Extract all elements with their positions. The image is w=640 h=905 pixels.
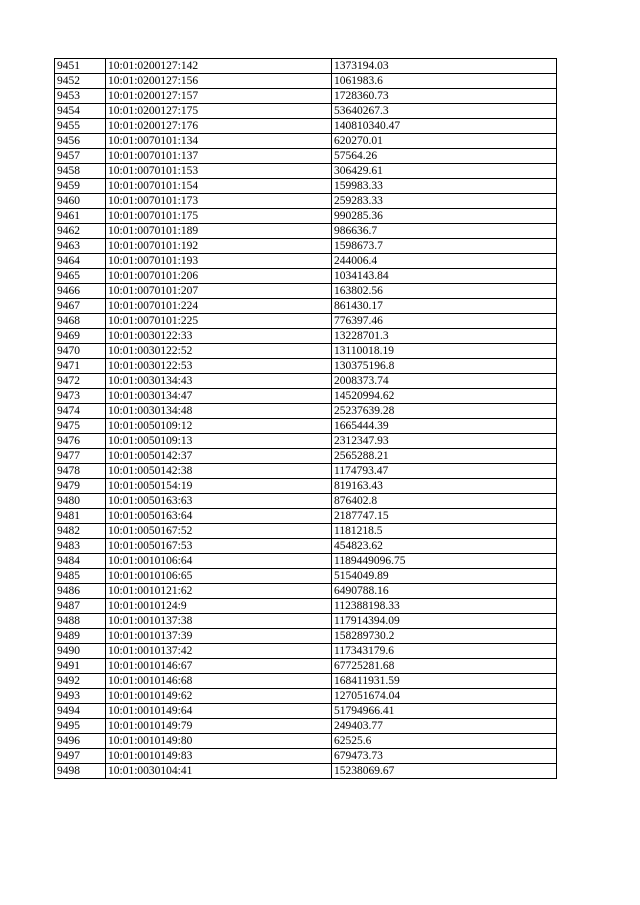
cadastral-number-cell: 10:01:0030122:52 bbox=[106, 344, 332, 359]
row-number-cell: 9489 bbox=[55, 629, 106, 644]
value-cell: 990285.36 bbox=[332, 209, 557, 224]
cadastral-number-cell: 10:01:0010124:9 bbox=[106, 599, 332, 614]
table-row bbox=[55, 404, 557, 419]
row-number-cell: 9483 bbox=[55, 539, 106, 554]
table-row bbox=[55, 524, 557, 539]
value-cell: 2008373.74 bbox=[332, 374, 557, 389]
table-row bbox=[55, 719, 557, 734]
cadastral-number-cell: 10:01:0200127:156 bbox=[106, 74, 332, 89]
cadastral-number-cell: 10:01:0030134:47 bbox=[106, 389, 332, 404]
value-cell: 62525.6 bbox=[332, 734, 557, 749]
row-number-cell: 9455 bbox=[55, 119, 106, 134]
cadastral-number-cell: 10:01:0070101:206 bbox=[106, 269, 332, 284]
value-cell: 1189449096.75 bbox=[332, 554, 557, 569]
table-row bbox=[55, 119, 557, 134]
cadastral-number-cell: 10:01:0010149:62 bbox=[106, 689, 332, 704]
row-number-cell: 9464 bbox=[55, 254, 106, 269]
row-number-cell: 9477 bbox=[55, 449, 106, 464]
row-number-cell: 9467 bbox=[55, 299, 106, 314]
table-row bbox=[55, 764, 557, 779]
value-cell: 14520994.62 bbox=[332, 389, 557, 404]
table-row bbox=[55, 629, 557, 644]
row-number-cell: 9458 bbox=[55, 164, 106, 179]
row-number-cell: 9475 bbox=[55, 419, 106, 434]
row-number-cell: 9456 bbox=[55, 134, 106, 149]
value-cell: 1373194.03 bbox=[332, 59, 557, 74]
row-number-cell: 9495 bbox=[55, 719, 106, 734]
row-number-cell: 9479 bbox=[55, 479, 106, 494]
table-row bbox=[55, 704, 557, 719]
table-row bbox=[55, 284, 557, 299]
value-cell: 2187747.15 bbox=[332, 509, 557, 524]
row-number-cell: 9470 bbox=[55, 344, 106, 359]
table-row bbox=[55, 239, 557, 254]
value-cell: 140810340.47 bbox=[332, 119, 557, 134]
value-cell: 776397.46 bbox=[332, 314, 557, 329]
cadastral-number-cell: 10:01:0010121:62 bbox=[106, 584, 332, 599]
value-cell: 13228701.3 bbox=[332, 329, 557, 344]
row-number-cell: 9476 bbox=[55, 434, 106, 449]
cadastral-number-cell: 10:01:0050109:13 bbox=[106, 434, 332, 449]
value-cell: 876402.8 bbox=[332, 494, 557, 509]
cadastral-number-cell: 10:01:0050154:19 bbox=[106, 479, 332, 494]
cadastral-number-cell: 10:01:0010146:67 bbox=[106, 659, 332, 674]
cadastral-number-cell: 10:01:0030122:53 bbox=[106, 359, 332, 374]
cadastral-number-cell: 10:01:0200127:142 bbox=[106, 59, 332, 74]
value-cell: 6490788.16 bbox=[332, 584, 557, 599]
cadastral-number-cell: 10:01:0030122:33 bbox=[106, 329, 332, 344]
table-row bbox=[55, 734, 557, 749]
table-row bbox=[55, 314, 557, 329]
table-row bbox=[55, 254, 557, 269]
row-number-cell: 9473 bbox=[55, 389, 106, 404]
value-cell: 679473.73 bbox=[332, 749, 557, 764]
value-cell: 25237639.28 bbox=[332, 404, 557, 419]
cadastral-number-cell: 10:01:0010137:38 bbox=[106, 614, 332, 629]
value-cell: 117343179.6 bbox=[332, 644, 557, 659]
table-row bbox=[55, 269, 557, 284]
data-table bbox=[54, 58, 557, 779]
row-number-cell: 9486 bbox=[55, 584, 106, 599]
cadastral-number-cell: 10:01:0200127:175 bbox=[106, 104, 332, 119]
table-row bbox=[55, 614, 557, 629]
row-number-cell: 9465 bbox=[55, 269, 106, 284]
table-row bbox=[55, 209, 557, 224]
value-cell: 1665444.39 bbox=[332, 419, 557, 434]
row-number-cell: 9490 bbox=[55, 644, 106, 659]
value-cell: 454823.62 bbox=[332, 539, 557, 554]
cadastral-number-cell: 10:01:0200127:176 bbox=[106, 119, 332, 134]
table-row bbox=[55, 509, 557, 524]
table-row bbox=[55, 179, 557, 194]
cadastral-number-cell: 10:01:0010106:65 bbox=[106, 569, 332, 584]
table-row bbox=[55, 674, 557, 689]
value-cell: 306429.61 bbox=[332, 164, 557, 179]
row-number-cell: 9462 bbox=[55, 224, 106, 239]
table-row bbox=[55, 329, 557, 344]
table-row bbox=[55, 479, 557, 494]
cadastral-number-cell: 10:01:0010149:64 bbox=[106, 704, 332, 719]
cadastral-number-cell: 10:01:0070101:192 bbox=[106, 239, 332, 254]
table-row bbox=[55, 449, 557, 464]
row-number-cell: 9452 bbox=[55, 74, 106, 89]
table-row bbox=[55, 149, 557, 164]
value-cell: 13110018.19 bbox=[332, 344, 557, 359]
cadastral-number-cell: 10:01:0070101:189 bbox=[106, 224, 332, 239]
value-cell: 819163.43 bbox=[332, 479, 557, 494]
cadastral-number-cell: 10:01:0010146:68 bbox=[106, 674, 332, 689]
cadastral-number-cell: 10:01:0030104:41 bbox=[106, 764, 332, 779]
row-number-cell: 9468 bbox=[55, 314, 106, 329]
cadastral-number-cell: 10:01:0030134:48 bbox=[106, 404, 332, 419]
cadastral-number-cell: 10:01:0070101:225 bbox=[106, 314, 332, 329]
table-row bbox=[55, 164, 557, 179]
row-number-cell: 9498 bbox=[55, 764, 106, 779]
row-number-cell: 9493 bbox=[55, 689, 106, 704]
table-row bbox=[55, 434, 557, 449]
row-number-cell: 9488 bbox=[55, 614, 106, 629]
value-cell: 51794966.41 bbox=[332, 704, 557, 719]
table-row bbox=[55, 344, 557, 359]
row-number-cell: 9484 bbox=[55, 554, 106, 569]
value-cell: 1598673.7 bbox=[332, 239, 557, 254]
table-row bbox=[55, 689, 557, 704]
cadastral-number-cell: 10:01:0050109:12 bbox=[106, 419, 332, 434]
row-number-cell: 9482 bbox=[55, 524, 106, 539]
row-number-cell: 9454 bbox=[55, 104, 106, 119]
table-row bbox=[55, 104, 557, 119]
row-number-cell: 9463 bbox=[55, 239, 106, 254]
value-cell: 117914394.09 bbox=[332, 614, 557, 629]
cadastral-number-cell: 10:01:0050163:63 bbox=[106, 494, 332, 509]
row-number-cell: 9474 bbox=[55, 404, 106, 419]
table-row bbox=[55, 659, 557, 674]
cadastral-number-cell: 10:01:0070101:154 bbox=[106, 179, 332, 194]
table-row bbox=[55, 194, 557, 209]
cadastral-number-cell: 10:01:0010149:80 bbox=[106, 734, 332, 749]
row-number-cell: 9497 bbox=[55, 749, 106, 764]
value-cell: 259283.33 bbox=[332, 194, 557, 209]
cadastral-number-cell: 10:01:0070101:224 bbox=[106, 299, 332, 314]
cadastral-number-cell: 10:01:0070101:175 bbox=[106, 209, 332, 224]
value-cell: 244006.4 bbox=[332, 254, 557, 269]
value-cell: 53640267.3 bbox=[332, 104, 557, 119]
table-row bbox=[55, 59, 557, 74]
row-number-cell: 9459 bbox=[55, 179, 106, 194]
row-number-cell: 9466 bbox=[55, 284, 106, 299]
value-cell: 861430.17 bbox=[332, 299, 557, 314]
table-row bbox=[55, 584, 557, 599]
table-row bbox=[55, 554, 557, 569]
value-cell: 1174793.47 bbox=[332, 464, 557, 479]
value-cell: 1034143.84 bbox=[332, 269, 557, 284]
cadastral-number-cell: 10:01:0070101:153 bbox=[106, 164, 332, 179]
cadastral-number-cell: 10:01:0200127:157 bbox=[106, 89, 332, 104]
row-number-cell: 9494 bbox=[55, 704, 106, 719]
value-cell: 2312347.93 bbox=[332, 434, 557, 449]
row-number-cell: 9460 bbox=[55, 194, 106, 209]
cadastral-number-cell: 10:01:0070101:134 bbox=[106, 134, 332, 149]
table-row bbox=[55, 134, 557, 149]
value-cell: 168411931.59 bbox=[332, 674, 557, 689]
value-cell: 130375196.8 bbox=[332, 359, 557, 374]
row-number-cell: 9487 bbox=[55, 599, 106, 614]
value-cell: 1728360.73 bbox=[332, 89, 557, 104]
table-row bbox=[55, 299, 557, 314]
table-body bbox=[55, 59, 557, 779]
value-cell: 249403.77 bbox=[332, 719, 557, 734]
row-number-cell: 9492 bbox=[55, 674, 106, 689]
value-cell: 67725281.68 bbox=[332, 659, 557, 674]
row-number-cell: 9472 bbox=[55, 374, 106, 389]
cadastral-number-cell: 10:01:0070101:207 bbox=[106, 284, 332, 299]
table-row bbox=[55, 644, 557, 659]
value-cell: 57564.26 bbox=[332, 149, 557, 164]
row-number-cell: 9496 bbox=[55, 734, 106, 749]
cadastral-number-cell: 10:01:0010149:79 bbox=[106, 719, 332, 734]
cadastral-number-cell: 10:01:0030134:43 bbox=[106, 374, 332, 389]
value-cell: 15238069.67 bbox=[332, 764, 557, 779]
cadastral-number-cell: 10:01:0070101:173 bbox=[106, 194, 332, 209]
row-number-cell: 9453 bbox=[55, 89, 106, 104]
value-cell: 112388198.33 bbox=[332, 599, 557, 614]
cadastral-number-cell: 10:01:0050163:64 bbox=[106, 509, 332, 524]
cadastral-number-cell: 10:01:0010137:39 bbox=[106, 629, 332, 644]
row-number-cell: 9491 bbox=[55, 659, 106, 674]
table-row bbox=[55, 599, 557, 614]
row-number-cell: 9461 bbox=[55, 209, 106, 224]
table-row bbox=[55, 74, 557, 89]
value-cell: 1181218.5 bbox=[332, 524, 557, 539]
table-row bbox=[55, 374, 557, 389]
value-cell: 620270.01 bbox=[332, 134, 557, 149]
value-cell: 986636.7 bbox=[332, 224, 557, 239]
table-row bbox=[55, 749, 557, 764]
cadastral-number-cell: 10:01:0070101:137 bbox=[106, 149, 332, 164]
value-cell: 127051674.04 bbox=[332, 689, 557, 704]
cadastral-number-cell: 10:01:0010106:64 bbox=[106, 554, 332, 569]
value-cell: 163802.56 bbox=[332, 284, 557, 299]
row-number-cell: 9485 bbox=[55, 569, 106, 584]
value-cell: 158289730.2 bbox=[332, 629, 557, 644]
cadastral-number-cell: 10:01:0010137:42 bbox=[106, 644, 332, 659]
cadastral-number-cell: 10:01:0050167:52 bbox=[106, 524, 332, 539]
row-number-cell: 9457 bbox=[55, 149, 106, 164]
cadastral-number-cell: 10:01:0050142:37 bbox=[106, 449, 332, 464]
table-row bbox=[55, 224, 557, 239]
value-cell: 1061983.6 bbox=[332, 74, 557, 89]
table-row bbox=[55, 494, 557, 509]
table-row bbox=[55, 569, 557, 584]
value-cell: 159983.33 bbox=[332, 179, 557, 194]
table-row bbox=[55, 89, 557, 104]
row-number-cell: 9469 bbox=[55, 329, 106, 344]
row-number-cell: 9478 bbox=[55, 464, 106, 479]
table-row bbox=[55, 464, 557, 479]
table-row bbox=[55, 419, 557, 434]
value-cell: 5154049.89 bbox=[332, 569, 557, 584]
cadastral-number-cell: 10:01:0050167:53 bbox=[106, 539, 332, 554]
table-row bbox=[55, 389, 557, 404]
row-number-cell: 9480 bbox=[55, 494, 106, 509]
cadastral-number-cell: 10:01:0070101:193 bbox=[106, 254, 332, 269]
cadastral-number-cell: 10:01:0050142:38 bbox=[106, 464, 332, 479]
row-number-cell: 9471 bbox=[55, 359, 106, 374]
table-row bbox=[55, 359, 557, 374]
row-number-cell: 9451 bbox=[55, 59, 106, 74]
table-row bbox=[55, 539, 557, 554]
value-cell: 2565288.21 bbox=[332, 449, 557, 464]
row-number-cell: 9481 bbox=[55, 509, 106, 524]
cadastral-number-cell: 10:01:0010149:83 bbox=[106, 749, 332, 764]
